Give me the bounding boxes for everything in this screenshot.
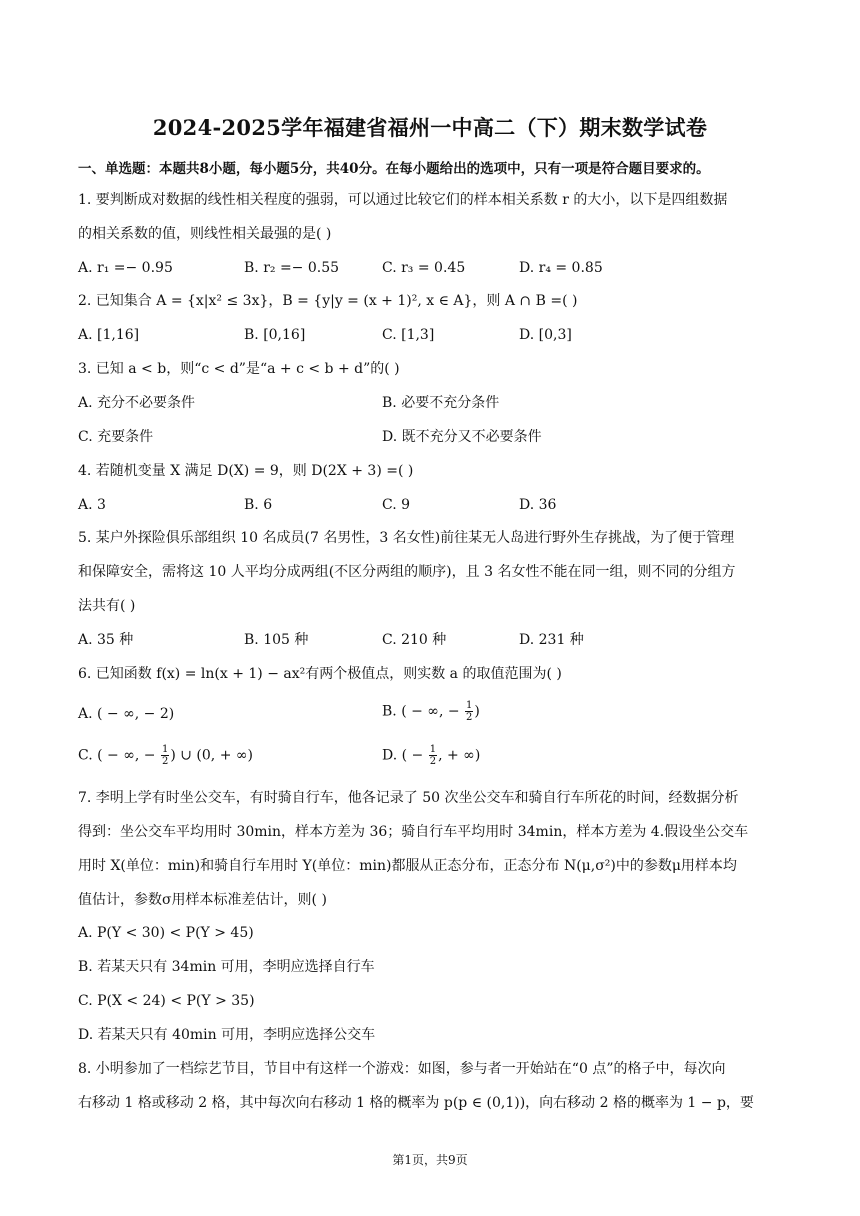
question-7-line-2: 得到：坐公交车平均用时 30min，样本方差为 36；骑自行车平均用时 34min，样本方差为 4.假设坐公交车	[78, 824, 749, 840]
q2-option-d: D. [0,3]	[519, 327, 572, 343]
page-footer: 第1页，共9页	[392, 1153, 468, 1167]
q5-option-d: D. 231 种	[519, 632, 584, 648]
question-8-line-1: 8. 小明参加了一档综艺节目，节目中有这样一个游戏：如图，参与者一开始站在“0 点”的格子中，每次向	[78, 1061, 726, 1077]
question-4-line-1: 4. 若随机变量 X 满足 D(X) = 9，则 D(2X + 3) =( )	[78, 463, 414, 479]
q6-option-d	[382, 744, 480, 767]
q7-option-b: B. 若某天只有 34min 可用，李明应选择自行车	[78, 959, 375, 975]
fraction-one-half	[429, 744, 437, 767]
question-7-line-1: 7. 李明上学有时坐公交车，有时骑自行车，他各记录了 50 次坐公交车和骑自行车所花的时间，经数据分析	[78, 790, 739, 806]
fraction-numerator: 1	[429, 744, 437, 755]
q6-option-b	[382, 700, 480, 723]
question-7-line-4: 值估计，参数σ用样本标准差估计，则( )	[78, 892, 327, 908]
question-3-line-1: 3. 已知 a < b，则“c < d”是“a + c < b + d”的( )	[78, 361, 400, 377]
question-5-line-3: 法共有( )	[78, 598, 136, 614]
question-2-line-1: 2. 已知集合 A = {x|x² ≤ 3x}，B = {y|y = (x + 1)², x ∈ A}，则 A ∩ B =( )	[78, 293, 578, 309]
question-7-line-3: 用时 X(单位：min)和骑自行车用时 Y(单位：min)都服从正态分布，正态分布 N(μ,σ²)中的参数μ用样本均	[78, 858, 737, 874]
question-1-line-2: 的相关系数的值，则线性相关最强的是( )	[78, 226, 332, 242]
q6-option-d-prefix: D. ( −	[382, 747, 428, 764]
question-1-line-1: 1. 要判断成对数据的线性相关程度的强弱，可以通过比较它们的样本相关系数 r 的大小，以下是四组数据	[78, 192, 728, 208]
q1-option-a: A. r₁ =− 0.95	[78, 260, 173, 276]
q3-option-a: A. 充分不必要条件	[78, 395, 196, 411]
q3-option-c: C. 充要条件	[78, 429, 154, 445]
fraction-denominator: 2	[429, 756, 437, 767]
section-heading: 一、单选题：本题共8小题，每小题5分，共40分。在每小题给出的选项中，只有一项是符合题目要求的。	[78, 161, 710, 177]
q6-option-b-suffix: )	[474, 703, 480, 720]
q5-option-a: A. 35 种	[78, 632, 134, 648]
q6-option-c-suffix: ) ∪ (0, + ∞)	[170, 747, 253, 764]
q5-option-c: C. 210 种	[382, 632, 447, 648]
q7-option-a: A. P(Y < 30) < P(Y > 45)	[78, 925, 254, 941]
q4-option-a: A. 3	[78, 497, 106, 513]
page-title: 2024-2025学年福建省福州一中高二（下）期末数学试卷	[152, 115, 708, 140]
question-5-line-1: 5. 某户外探险俱乐部组织 10 名成员(7 名男性，3 名女性)前往某无人岛进行野外生存挑战，为了便于管理	[78, 530, 735, 546]
q7-option-d: D. 若某天只有 40min 可用，李明应选择公交车	[78, 1027, 376, 1043]
fraction-numerator: 1	[466, 700, 473, 711]
fraction-one-half	[161, 744, 169, 767]
fraction-numerator: 1	[161, 744, 169, 755]
q6-option-d-suffix: , + ∞)	[438, 747, 481, 764]
q1-option-c: C. r₃ = 0.45	[382, 260, 466, 276]
q6-option-c-prefix: C. ( − ∞, −	[78, 747, 160, 764]
question-6-line-1: 6. 已知函数 f(x) = ln(x + 1) − ax²有两个极值点，则实数 a 的取值范围为( )	[78, 666, 562, 682]
fraction-denominator: 2	[466, 712, 473, 723]
q4-option-d: D. 36	[519, 497, 557, 513]
q2-option-c: C. [1,3]	[382, 327, 435, 343]
q6-option-c	[78, 744, 253, 767]
q3-option-d: D. 既不充分又不必要条件	[382, 429, 542, 445]
q7-option-c: C. P(X < 24) < P(Y > 35)	[78, 993, 255, 1009]
fraction-denominator: 2	[161, 756, 169, 767]
question-5-line-2: 和保障安全，需将这 10 人平均分成两组(不区分两组的顺序)，且 3 名女性不能在同一组，则不同的分组方	[78, 564, 736, 580]
q2-option-b: B. [0,16]	[244, 327, 306, 343]
q2-option-a: A. [1,16]	[78, 327, 140, 343]
q6-option-a: A. ( − ∞, − 2)	[78, 706, 175, 722]
q4-option-c: C. 9	[382, 497, 411, 513]
q5-option-b: B. 105 种	[244, 632, 309, 648]
q1-option-b: B. r₂ =− 0.55	[244, 260, 340, 276]
q6-option-b-prefix: B. ( − ∞, −	[382, 703, 465, 720]
q4-option-b: B. 6	[244, 497, 273, 513]
q3-option-b: B. 必要不充分条件	[382, 395, 500, 411]
question-8-line-2: 右移动 1 格或移动 2 格，其中每次向右移动 1 格的概率为 p(p ∈ (0,1))，向右移动 2 格的概率为 1 − p，要	[78, 1095, 754, 1111]
q1-option-d: D. r₄ = 0.85	[519, 260, 603, 276]
fraction-one-half	[465, 700, 473, 723]
